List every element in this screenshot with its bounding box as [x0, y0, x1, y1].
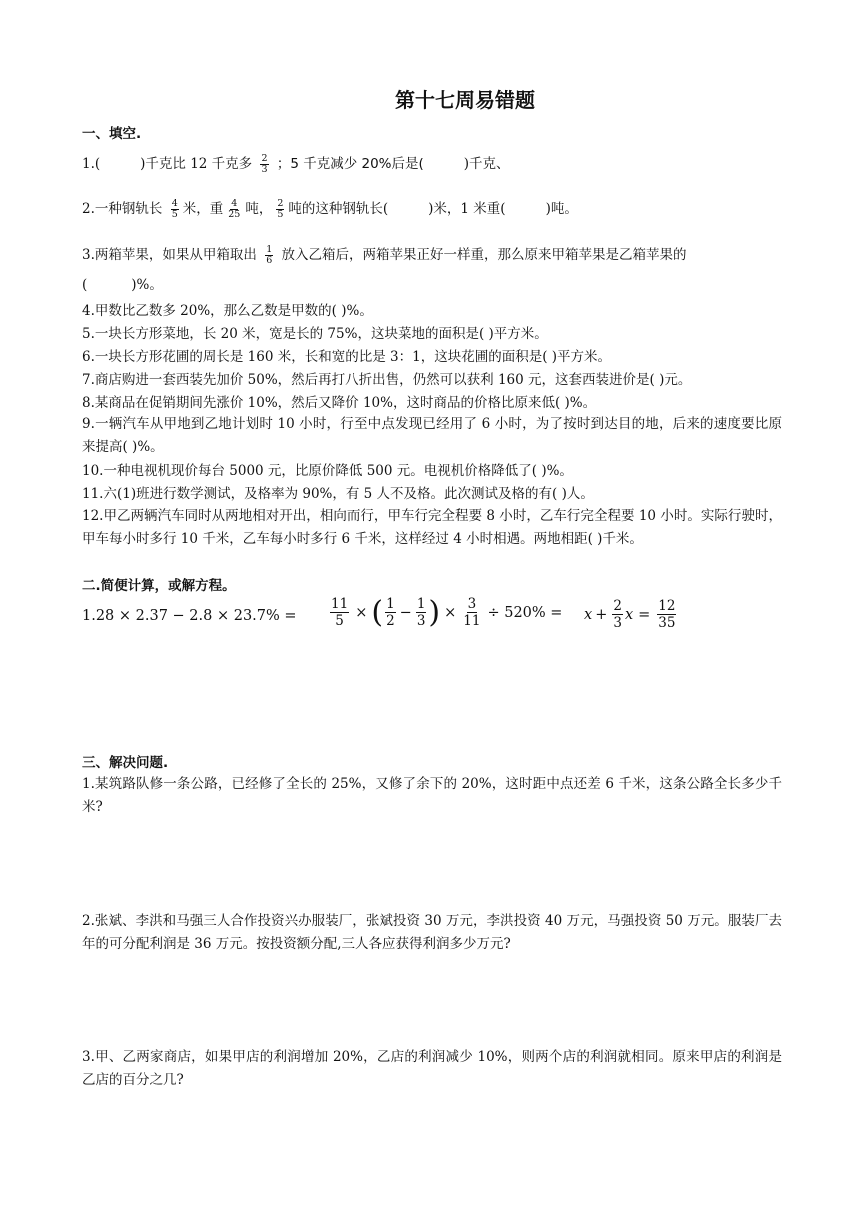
section-fill-blank-heading: 一、填空.: [82, 126, 142, 142]
question-6: 6.一块长方形花圃的周长是 160 米，长和宽的比是 3：1，这块花圃的面积是( )平方米。: [82, 349, 612, 365]
word-problem-2: 2.张斌、李洪和马强三人合作投资兴办服装厂，张斌投资 30 万元，李洪投资 40 万元，马强投资 50 万元。服装厂去年的可分配利润是 36 万元。按投资额分配,三人各应获得利润多少万元?: [82, 913, 782, 952]
question-2: 2.一种钢轨长 $\frac{4}{5}$ 米，重 $\frac{4}{25}$ 吨， $\frac{2}{5}$ 吨的这种钢轨长( )米，1 米重( )吨。: [82, 198, 578, 220]
word-problem-3: 3.甲、乙两家商店，如果甲店的利润增加 20%，乙店的利润减少 10%，则两个店的利润就相同。原来甲店的利润是乙店的百分之几?: [82, 1049, 782, 1088]
question-4: 4.甲数比乙数多 20%，那么乙数是甲数的( )%。: [82, 303, 373, 319]
fraction: $\frac{4}{5}$: [171, 198, 178, 220]
equation-3: x + $\frac{2}{3}$ x = $\frac{12}{35}$: [584, 598, 676, 631]
calc-expression-1: 1.28 × 2.37 − 2.8 × 23.7% =: [82, 608, 297, 624]
question-1: 1.( )千克比 12 千克多 $\frac{2}{3}$ ；5 千克减少 20%后是( )千克、: [82, 153, 510, 175]
page-title: 第十七周易错题: [395, 88, 535, 112]
fraction: $\frac{2}{3}$: [261, 153, 268, 175]
question-9: 9.一辆汽车从甲地到乙地计划时 10 小时，行至中点发现已经用了 6 小时，为了按时到达目的地，后来的速度要比原来提高( )%。: [82, 416, 782, 455]
question-7: 7.商店购进一套西装先加价 50%，然后再打八折出售，仍然可以获利 160 元，这套西装进价是( )元。: [82, 372, 692, 388]
question-8: 8.某商品在促销期间先涨价 10%，然后又降价 10%，这时商品的价格比原来低( )%。: [82, 395, 597, 411]
question-5: 5.一块长方形菜地，长 20 米，宽是长的 75%，这块菜地的面积是( )平方米。: [82, 326, 548, 342]
fraction: $\frac{2}{5}$: [277, 198, 284, 220]
question-3: 3.两箱苹果，如果从甲箱取出 $\frac{1}{6}$ 放入乙箱后，两箱苹果正好一样重，那么原来甲箱苹果是乙箱苹果的: [82, 244, 687, 266]
question-11: 11.六(1)班进行数学测试，及格率为 90%，有 5 人不及格。此次测试及格的有( )人。: [82, 486, 594, 502]
question-10: 10.一种电视机现价每台 5000 元，比原价降低 500 元。电视机价格降低了( )%。: [82, 463, 573, 479]
question-12: 12.甲乙两辆汽车同时从两地相对开出，相向而行，甲车行完全程要 8 小时，乙车行完全程要 10 小时。实际行驶时，甲车每小时多行 10 千米，乙车每小时多行 6 千米，这样经过 4 小时相遇。两地相距( )千米。: [82, 508, 782, 547]
question-3-continued: ( )%。: [82, 277, 163, 293]
fraction: $\frac{1}{6}$: [266, 244, 273, 266]
fraction: $\frac{4}{25}$: [228, 198, 241, 220]
calc-expression-2: $\frac{11}{5}$ × ( $\frac{1}{2}$ − $\frac{1}{3}$ ) × $\frac{3}{11}$ ÷ 520% =: [331, 594, 563, 630]
word-problem-1: 1.某筑路队修一条公路，已经修了全长的 25%，又修了余下的 20%，这时距中点还差 6 千米，这条公路全长多少千米?: [82, 776, 782, 815]
section-calculation-heading: 二.简便计算，或解方程。: [82, 578, 236, 594]
section-word-problems-heading: 三、解决问题.: [82, 755, 169, 771]
